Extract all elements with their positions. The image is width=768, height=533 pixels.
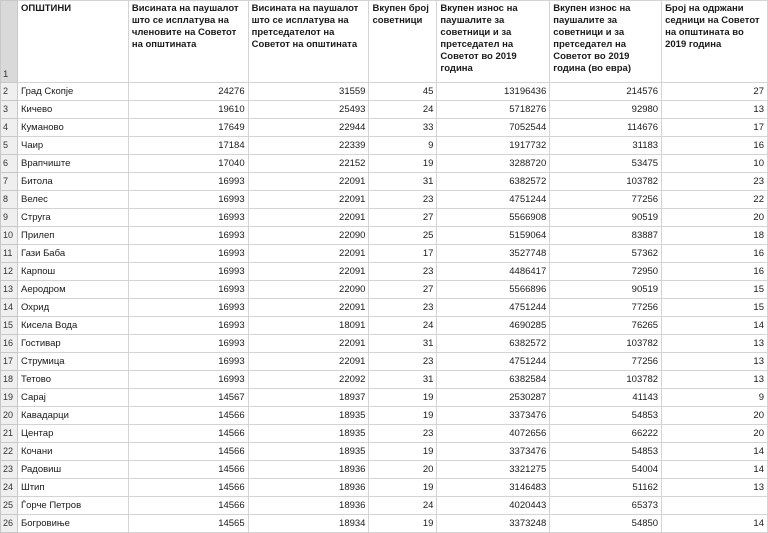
cell-councilors[interactable]: 23 [369,353,437,371]
cell-president-fee[interactable]: 22091 [248,299,369,317]
cell-members-fee[interactable]: 17040 [128,155,248,173]
cell-president-fee[interactable]: 22152 [248,155,369,173]
cell-municipality[interactable]: Битола [17,173,128,191]
cell-president-fee[interactable]: 18935 [248,443,369,461]
cell-total-eur[interactable]: 76265 [550,317,662,335]
cell-members-fee[interactable]: 16993 [128,317,248,335]
cell-municipality[interactable]: Кисела Вода [17,317,128,335]
row-number[interactable]: 16 [1,335,18,353]
cell-members-fee[interactable]: 16993 [128,299,248,317]
cell-councilors[interactable]: 23 [369,425,437,443]
cell-total-mkd[interactable]: 5718276 [437,101,550,119]
row-number[interactable]: 20 [1,407,18,425]
cell-municipality[interactable]: Кичево [17,101,128,119]
table-row [1,371,768,389]
cell-sessions[interactable]: 16 [662,137,768,155]
cell-president-fee[interactable]: 22091 [248,191,369,209]
cell-president-fee[interactable]: 22090 [248,281,369,299]
cell-councilors[interactable]: 19 [369,389,437,407]
cell-total-eur[interactable]: 214576 [550,83,662,101]
cell-councilors[interactable]: 24 [369,317,437,335]
cell-president-fee[interactable]: 18936 [248,461,369,479]
cell-total-eur[interactable]: 77256 [550,353,662,371]
cell-sessions[interactable]: 16 [662,245,768,263]
cell-councilors[interactable]: 45 [369,83,437,101]
cell-total-mkd[interactable]: 7052544 [437,119,550,137]
cell-municipality[interactable]: Куманово [17,119,128,137]
cell-total-eur[interactable]: 57362 [550,245,662,263]
cell-members-fee[interactable]: 14566 [128,497,248,515]
cell-municipality[interactable]: Сарај [17,389,128,407]
table-row [1,299,768,317]
table-row [1,119,768,137]
cell-sessions[interactable]: 14 [662,515,768,533]
table-row [1,227,768,245]
cell-members-fee[interactable]: 16993 [128,263,248,281]
cell-total-eur[interactable]: 83887 [550,227,662,245]
table-row [1,317,768,335]
header-total-mkd[interactable]: Вкупен износ на паушалите за советници и за претседател на Советот во 2019 година [437,1,550,83]
row-number[interactable]: 4 [1,119,18,137]
cell-sessions[interactable]: 14 [662,317,768,335]
row-number[interactable]: 15 [1,317,18,335]
row-number[interactable]: 6 [1,155,18,173]
row-number[interactable]: 10 [1,227,18,245]
cell-municipality[interactable]: Кочани [17,443,128,461]
cell-councilors[interactable]: 19 [369,515,437,533]
table-row [1,83,768,101]
cell-municipality[interactable]: Охрид [17,299,128,317]
row-number[interactable]: 3 [1,101,18,119]
cell-total-eur[interactable]: 54850 [550,515,662,533]
row-number[interactable]: 12 [1,263,18,281]
cell-president-fee[interactable]: 22944 [248,119,369,137]
cell-total-mkd[interactable]: 4751244 [437,191,550,209]
table-row [1,443,768,461]
table-row [1,101,768,119]
cell-sessions[interactable]: 14 [662,461,768,479]
cell-total-mkd[interactable]: 4072656 [437,425,550,443]
cell-sessions[interactable]: 14 [662,443,768,461]
cell-municipality[interactable]: Струмица [17,353,128,371]
header-row [1,1,768,83]
cell-municipality[interactable]: Врапчиште [17,155,128,173]
cell-sessions[interactable]: 15 [662,281,768,299]
cell-sessions[interactable]: 16 [662,263,768,281]
cell-members-fee[interactable]: 16993 [128,335,248,353]
cell-president-fee[interactable]: 18936 [248,497,369,515]
cell-total-mkd[interactable]: 4751244 [437,299,550,317]
row-number[interactable]: 9 [1,209,18,227]
cell-sessions[interactable]: 23 [662,173,768,191]
table-row [1,209,768,227]
cell-councilors[interactable]: 33 [369,119,437,137]
row-number[interactable]: 18 [1,371,18,389]
cell-councilors[interactable]: 19 [369,479,437,497]
cell-president-fee[interactable]: 22091 [248,353,369,371]
cell-total-eur[interactable]: 53475 [550,155,662,173]
cell-councilors[interactable]: 19 [369,443,437,461]
cell-councilors[interactable]: 23 [369,263,437,281]
cell-total-mkd[interactable]: 3373476 [437,407,550,425]
cell-municipality[interactable]: Струга [17,209,128,227]
cell-total-eur[interactable]: 66222 [550,425,662,443]
cell-total-mkd[interactable]: 3321275 [437,461,550,479]
table-row [1,155,768,173]
cell-president-fee[interactable]: 22339 [248,137,369,155]
cell-members-fee[interactable]: 16993 [128,371,248,389]
cell-total-eur[interactable]: 54004 [550,461,662,479]
cell-sessions[interactable] [662,497,768,515]
cell-councilors[interactable]: 20 [369,461,437,479]
cell-councilors[interactable]: 25 [369,227,437,245]
cell-members-fee[interactable]: 17649 [128,119,248,137]
cell-councilors[interactable]: 24 [369,101,437,119]
cell-members-fee[interactable]: 14566 [128,461,248,479]
cell-sessions[interactable]: 17 [662,119,768,137]
cell-members-fee[interactable]: 16993 [128,209,248,227]
cell-councilors[interactable]: 31 [369,371,437,389]
table-row [1,407,768,425]
cell-councilors[interactable]: 19 [369,407,437,425]
cell-total-mkd[interactable]: 4751244 [437,353,550,371]
cell-total-mkd[interactable]: 3288720 [437,155,550,173]
cell-president-fee[interactable]: 22090 [248,227,369,245]
cell-total-eur[interactable]: 65373 [550,497,662,515]
row-number[interactable]: 1 [1,1,18,83]
cell-members-fee[interactable]: 24276 [128,83,248,101]
row-number[interactable]: 26 [1,515,18,533]
cell-councilors[interactable]: 31 [369,335,437,353]
cell-councilors[interactable]: 19 [369,155,437,173]
cell-sessions[interactable]: 20 [662,425,768,443]
cell-municipality[interactable]: Кавадарци [17,407,128,425]
cell-total-eur[interactable]: 54853 [550,407,662,425]
cell-total-mkd[interactable]: 4020443 [437,497,550,515]
cell-sessions[interactable]: 20 [662,407,768,425]
cell-municipality[interactable]: Центар [17,425,128,443]
cell-total-eur[interactable]: 72950 [550,263,662,281]
cell-president-fee[interactable]: 22091 [248,173,369,191]
cell-sessions[interactable]: 18 [662,227,768,245]
cell-total-mkd[interactable]: 4690285 [437,317,550,335]
table-row [1,335,768,353]
cell-members-fee[interactable]: 16993 [128,173,248,191]
table-row [1,515,768,533]
cell-total-mkd[interactable]: 3373248 [437,515,550,533]
table-row [1,191,768,209]
cell-municipality[interactable]: Радовиш [17,461,128,479]
cell-members-fee[interactable]: 17184 [128,137,248,155]
cell-municipality[interactable]: Ѓорче Петров [17,497,128,515]
header-municipality[interactable]: ОПШТИНИ [17,1,128,83]
cell-councilors[interactable]: 24 [369,497,437,515]
cell-total-mkd[interactable]: 6382584 [437,371,550,389]
cell-members-fee[interactable]: 14566 [128,407,248,425]
table-row [1,497,768,515]
header-councilors[interactable]: Вкупен број советници [369,1,437,83]
cell-sessions[interactable]: 13 [662,353,768,371]
row-number[interactable]: 17 [1,353,18,371]
cell-members-fee[interactable]: 14565 [128,515,248,533]
cell-municipality[interactable]: Богровиње [17,515,128,533]
cell-total-eur[interactable]: 92980 [550,101,662,119]
cell-total-mkd[interactable]: 5566896 [437,281,550,299]
cell-total-mkd[interactable]: 3527748 [437,245,550,263]
cell-municipality[interactable]: Карпош [17,263,128,281]
row-number[interactable]: 7 [1,173,18,191]
cell-total-mkd[interactable]: 13196436 [437,83,550,101]
cell-total-eur[interactable]: 114676 [550,119,662,137]
cell-president-fee[interactable]: 18935 [248,425,369,443]
cell-total-eur[interactable]: 103782 [550,335,662,353]
cell-total-eur[interactable]: 77256 [550,191,662,209]
cell-president-fee[interactable]: 18935 [248,407,369,425]
cell-municipality[interactable]: Град Скопје [17,83,128,101]
cell-president-fee[interactable]: 25493 [248,101,369,119]
cell-total-eur[interactable]: 41143 [550,389,662,407]
cell-councilors[interactable]: 31 [369,173,437,191]
cell-members-fee[interactable]: 19610 [128,101,248,119]
cell-total-eur[interactable]: 103782 [550,371,662,389]
cell-members-fee[interactable]: 16993 [128,227,248,245]
cell-total-eur[interactable]: 103782 [550,173,662,191]
cell-members-fee[interactable]: 14567 [128,389,248,407]
row-number[interactable]: 13 [1,281,18,299]
cell-president-fee[interactable]: 31559 [248,83,369,101]
cell-total-eur[interactable]: 90519 [550,281,662,299]
cell-sessions[interactable]: 13 [662,479,768,497]
cell-sessions[interactable]: 13 [662,335,768,353]
cell-total-eur[interactable]: 90519 [550,209,662,227]
row-number[interactable]: 19 [1,389,18,407]
cell-members-fee[interactable]: 14566 [128,479,248,497]
cell-president-fee[interactable]: 22091 [248,209,369,227]
cell-president-fee[interactable]: 18936 [248,479,369,497]
table-row [1,173,768,191]
header-president-fee[interactable]: Висината на паушалот што се исплатува на претседателот на Советот на општината [248,1,369,83]
cell-sessions[interactable]: 20 [662,209,768,227]
cell-total-mkd[interactable]: 6382572 [437,335,550,353]
cell-members-fee[interactable]: 16993 [128,245,248,263]
cell-total-mkd[interactable]: 3146483 [437,479,550,497]
cell-president-fee[interactable]: 18091 [248,317,369,335]
cell-members-fee[interactable]: 16993 [128,353,248,371]
cell-president-fee[interactable]: 22091 [248,335,369,353]
table-row [1,137,768,155]
table-row [1,353,768,371]
row-number[interactable]: 22 [1,443,18,461]
cell-municipality[interactable]: Велес [17,191,128,209]
row-number[interactable]: 5 [1,137,18,155]
table-row [1,461,768,479]
row-number[interactable]: 14 [1,299,18,317]
cell-total-eur[interactable]: 51162 [550,479,662,497]
cell-sessions[interactable]: 13 [662,101,768,119]
cell-councilors[interactable]: 27 [369,281,437,299]
cell-total-mkd[interactable]: 2530287 [437,389,550,407]
cell-municipality[interactable]: Штип [17,479,128,497]
row-number[interactable]: 8 [1,191,18,209]
cell-president-fee[interactable]: 22091 [248,263,369,281]
table-row [1,389,768,407]
cell-councilors[interactable]: 9 [369,137,437,155]
cell-councilors[interactable]: 27 [369,209,437,227]
cell-members-fee[interactable]: 16993 [128,191,248,209]
cell-total-mkd[interactable]: 5159064 [437,227,550,245]
table-row [1,281,768,299]
cell-total-mkd[interactable]: 3373476 [437,443,550,461]
table-row [1,425,768,443]
cell-president-fee[interactable]: 22091 [248,245,369,263]
cell-total-eur[interactable]: 54853 [550,443,662,461]
cell-councilors[interactable]: 17 [369,245,437,263]
header-total-eur[interactable]: Вкупен износ на паушалите за советници и за претседател на Советот во 2019 година (во евра) [550,1,662,83]
cell-councilors[interactable]: 23 [369,191,437,209]
cell-municipality[interactable]: Гостивар [17,335,128,353]
table-row [1,479,768,497]
cell-president-fee[interactable]: 22092 [248,371,369,389]
cell-total-mkd[interactable]: 4486417 [437,263,550,281]
row-number[interactable]: 24 [1,479,18,497]
cell-municipality[interactable]: Чаир [17,137,128,155]
table-row [1,263,768,281]
cell-municipality[interactable]: Тетово [17,371,128,389]
row-number[interactable]: 11 [1,245,18,263]
cell-members-fee[interactable]: 14566 [128,425,248,443]
row-number[interactable]: 25 [1,497,18,515]
cell-members-fee[interactable]: 14566 [128,443,248,461]
cell-president-fee[interactable]: 18934 [248,515,369,533]
table-row [1,245,768,263]
cell-sessions[interactable]: 27 [662,83,768,101]
cell-councilors[interactable]: 23 [369,299,437,317]
cell-total-mkd[interactable]: 5566908 [437,209,550,227]
cell-municipality[interactable]: Прилеп [17,227,128,245]
row-number[interactable]: 23 [1,461,18,479]
cell-sessions[interactable]: 22 [662,191,768,209]
cell-sessions[interactable]: 15 [662,299,768,317]
header-members-fee[interactable]: Висината на паушалот што се исплатува на членовите на Советот на општината [128,1,248,83]
cell-total-eur[interactable]: 31183 [550,137,662,155]
cell-total-mkd[interactable]: 6382572 [437,173,550,191]
row-number[interactable]: 21 [1,425,18,443]
cell-sessions[interactable]: 9 [662,389,768,407]
cell-municipality[interactable]: Аеродром [17,281,128,299]
cell-sessions[interactable]: 13 [662,371,768,389]
row-number[interactable]: 2 [1,83,18,101]
cell-sessions[interactable]: 10 [662,155,768,173]
cell-members-fee[interactable]: 16993 [128,281,248,299]
cell-total-mkd[interactable]: 1917732 [437,137,550,155]
cell-total-eur[interactable]: 77256 [550,299,662,317]
cell-municipality[interactable]: Гази Баба [17,245,128,263]
header-sessions[interactable]: Број на одржани седници на Советот на општината во 2019 година [662,1,768,83]
cell-president-fee[interactable]: 18937 [248,389,369,407]
